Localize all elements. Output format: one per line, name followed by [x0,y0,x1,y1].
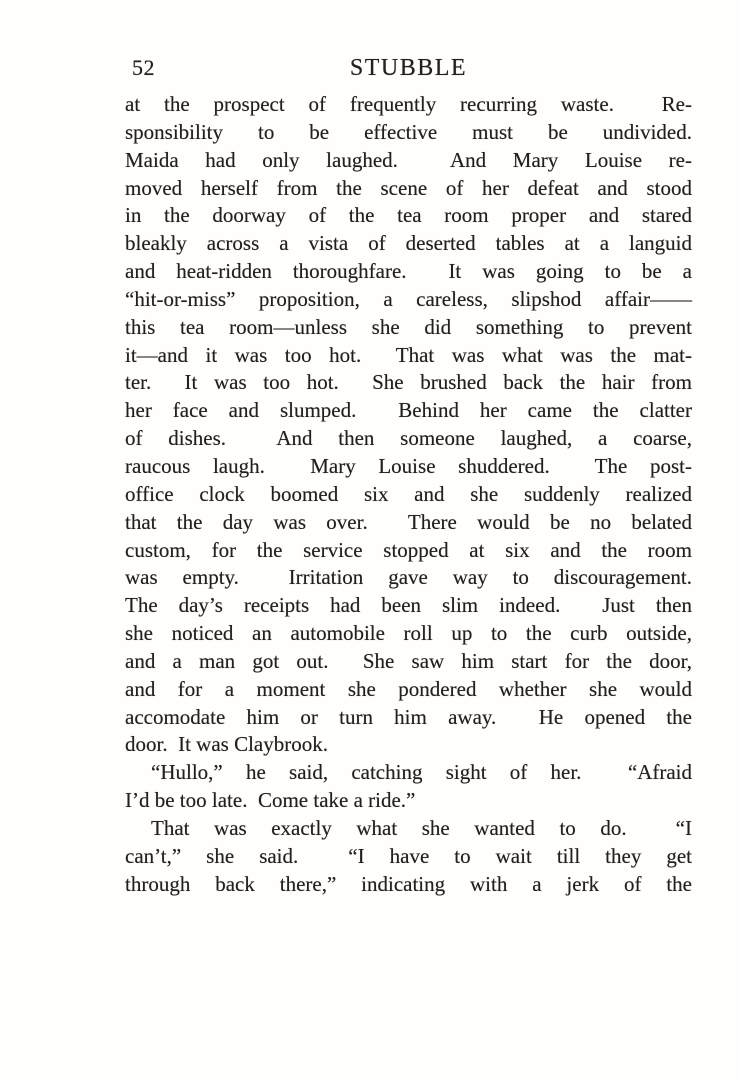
page-number: 52 [132,55,155,80]
page-header [125,54,692,82]
text-line: in the doorway of the tea room proper and stared [125,203,692,228]
text-line: That was exactly what she wanted to do. “I [151,815,692,840]
running-title: STUBBLE [349,55,468,81]
text-line: door. It was Claybrook. [125,732,328,757]
text-block [125,91,692,898]
text-line: it—and it was too hot. That was what was the mat- [125,342,692,367]
text-line: and for a moment she pondered whether she would [125,676,692,701]
text-line: was empty. Irritation gave way to discouragement. [125,565,692,590]
text-line: moved herself from the scene of her defeat and stood [125,175,692,200]
text-line: she noticed an automobile roll up to the curb outside, [125,621,692,646]
text-line: through back there,” indicating with a jerk of the [125,871,692,896]
text-line: her face and slumped. Behind her came the clatter [125,398,692,423]
text-line: office clock boomed six and she suddenly realized [125,481,692,506]
text-line: and heat-ridden thoroughfare. It was going to be a [125,259,692,284]
text-line: raucous laugh. Mary Louise shuddered. The post- [125,453,692,478]
text-line: “hit-or-miss” proposition, a careless, slipshod affair—— [125,286,692,311]
text-line: “Hullo,” he said, catching sight of her. “Afraid [151,760,692,785]
text-line: and a man got out. She saw him start for the door, [125,648,692,673]
text-line: bleakly across a vista of deserted tables at a languid [125,231,692,256]
text-line: ter. It was too hot. She brushed back the hair from [125,370,692,395]
text-line: this tea room—unless she did something to prevent [125,314,692,339]
text-line: custom, for the service stopped at six and the room [125,537,692,562]
text-line: that the day was over. There would be no belated [125,509,692,534]
text-line: can’t,” she said. “I have to wait till they get [125,843,692,868]
text-line: The day’s receipts had been slim indeed. Just then [125,593,692,618]
text-line: sponsibility to be effective must be undivided. [125,119,692,144]
text-line: I’d be too late. Come take a ride.” [125,788,416,813]
text-line: accomodate him or turn him away. He opened the [125,704,692,729]
text-line: Maida had only laughed. And Mary Louise re- [125,147,692,172]
text-line: of dishes. And then someone laughed, a coarse, [125,426,692,451]
text-line: at the prospect of frequently recurring waste. Re- [125,92,692,116]
